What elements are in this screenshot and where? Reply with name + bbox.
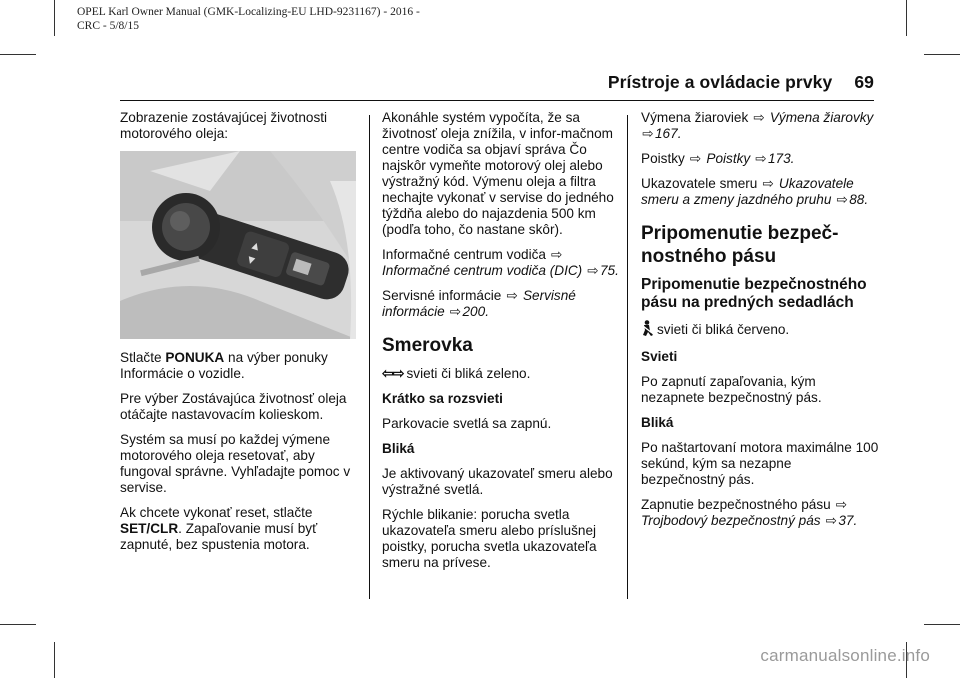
menu-button-name: PONUKA <box>165 350 225 365</box>
arrow-icon: ⇨ <box>587 263 599 278</box>
svg-text:▼: ▼ <box>246 255 256 267</box>
paragraph: Pre výber Zostávajúca životnosť oleja otáčajte nastavovacím kolieskom. <box>120 391 347 422</box>
doc-line-2: CRC - 5/8/15 <box>77 19 139 32</box>
page-ref[interactable]: 75 <box>599 263 616 278</box>
paragraph: Akonáhle systém vypočíta, že sa životnosť oleja znížila, v infor-mačnom centre vodiča sa objaví správa Čo najskôr vymeňte motorový olej alebo výstražný kód. Výmenu oleja a filtra nechajte vykonať v servise do jedného týždňa alebo do najazdenia 500 km (podľa toho, čo nastane skôr). <box>382 110 614 237</box>
crop-mark <box>924 624 960 625</box>
paragraph: Po zapnutí zapaľovania, kým nezapnete bezpečnostný pás. <box>641 374 822 405</box>
arrow-icon: ⇨ <box>449 304 462 319</box>
arrow-icon: ⇨ <box>642 126 654 141</box>
page-number: 69 <box>854 72 874 92</box>
paragraph: Zobrazenie zostávajúcej životnosti motorového oleja: <box>120 110 328 141</box>
cross-reference: Informačné centrum vodiča ⇨ Informačné centrum vodiča (DIC) ⇨75. <box>382 247 619 278</box>
reference-link[interactable]: Informačné centrum vodiča (DIC) <box>382 263 583 278</box>
column-divider <box>627 115 628 599</box>
column-divider <box>369 115 370 599</box>
paragraph: Po naštartovaní motora maximálne 100 sekúnd, kým sa nezapne bezpečnostný pás. <box>641 440 879 487</box>
arrow-icon: ⇨ <box>551 247 563 262</box>
seat-belt-icon <box>641 320 654 340</box>
reference-link[interactable]: Výmena žiarovky <box>769 110 874 125</box>
cross-reference: Výmena žiaroviek ⇨ Výmena žiarovky ⇨167. <box>641 110 874 141</box>
cross-reference: Ukazovatele smeru ⇨ Ukazovatele smeru a zmeny jazdného pruhu ⇨88. <box>641 176 869 207</box>
section-title: Prístroje a ovládacie prvky <box>607 72 833 92</box>
cross-reference: Poistky ⇨ Poistky ⇨173. <box>641 151 795 166</box>
page-ref[interactable]: 167 <box>655 126 678 141</box>
section-heading: Smerovka <box>382 335 473 356</box>
reference-link[interactable]: Poistky <box>706 151 751 166</box>
set-clr-button-name: SET/CLR <box>120 521 179 536</box>
header-rule <box>120 100 874 101</box>
reference-link[interactable]: Servisné informácie <box>382 288 576 319</box>
crop-mark <box>0 624 36 625</box>
arrow-icon: ⇨ <box>835 497 848 512</box>
paragraph: svieti či bliká červeno. <box>641 320 879 340</box>
turn-signal-icon: ⇦⇨ <box>382 365 404 381</box>
subsection-heading: Pripomenutie bezpečnostného pásu na predných sedadlách <box>641 276 867 311</box>
column-1 <box>120 110 358 562</box>
paragraph: Stlačte PONUKA na výber ponuky Informácie o vozidle. <box>120 350 328 381</box>
column-3 <box>641 110 879 538</box>
arrow-icon: ⇨ <box>825 513 838 528</box>
paragraph: Je aktivovaný ukazovateľ smeru alebo výstražné svetlá. <box>382 466 613 497</box>
crop-mark <box>906 0 907 36</box>
doc-line-1: OPEL Karl Owner Manual (GMK-Localizing-EU LHD-9231167) - 2016 - <box>77 6 420 18</box>
svg-text:▲: ▲ <box>250 240 261 253</box>
paragraph: ⇦⇨ svieti či bliká zeleno. <box>382 365 531 381</box>
page-ref[interactable]: 37 <box>838 513 854 528</box>
arrow-icon: ⇨ <box>506 288 518 303</box>
column-2 <box>382 110 620 580</box>
paragraph: Ak chcete vykonať reset, stlačte SET/CLR. Zapaľovanie musí byť zapnuté, bez spustenia motora. <box>120 505 318 552</box>
cross-reference: Servisné informácie ⇨ Servisné informácie ⇨200. <box>382 288 576 319</box>
paragraph: Systém sa musí po každej výmene motorového oleja resetovať, aby fungoval správne. Vyhľadajte pomoc v servise. <box>120 432 351 495</box>
reference-link[interactable]: Trojbodový bezpečnostný pás <box>641 513 821 528</box>
stalk-figure <box>120 151 356 339</box>
page-heading <box>608 72 874 93</box>
arrow-icon: ⇨ <box>753 110 765 125</box>
crop-mark <box>924 54 960 55</box>
cross-reference: Zapnutie bezpečnostného pásu ⇨ Trojbodový bezpečnostný pás ⇨37. <box>641 497 858 528</box>
paragraph: Parkovacie svetlá sa zapnú. <box>382 416 552 431</box>
subheading: Krátko sa rozsvieti <box>382 391 503 406</box>
crop-mark <box>54 642 55 678</box>
reference-link[interactable]: Ukazovatele smeru a zmeny jazdného pruhu <box>641 176 854 207</box>
page-ref[interactable]: 200 <box>462 304 486 319</box>
page-ref[interactable]: 88 <box>849 192 865 207</box>
crop-mark <box>54 0 55 36</box>
page-ref[interactable]: 173 <box>767 151 791 166</box>
subheading: Bliká <box>382 441 415 456</box>
arrow-icon: ⇨ <box>689 151 702 166</box>
subheading: Svieti <box>641 349 678 364</box>
document-meta <box>77 6 420 33</box>
section-heading: Pripomenutie bezpeč-nostného pásu <box>641 223 839 267</box>
paragraph: Rýchle blikanie: porucha svetla ukazovateľa smeru alebo príslušnej poistky, porucha svetla ukazovateľa smeru na prívese. <box>382 507 597 570</box>
crop-mark <box>0 54 36 55</box>
subheading: Bliká <box>641 415 674 430</box>
arrow-icon: ⇨ <box>762 176 774 191</box>
arrow-icon: ⇨ <box>836 192 848 207</box>
watermark: carmanualsonline.info <box>760 646 930 665</box>
turn-signal-stalk-illustration <box>120 151 356 339</box>
arrow-icon: ⇨ <box>755 151 767 166</box>
